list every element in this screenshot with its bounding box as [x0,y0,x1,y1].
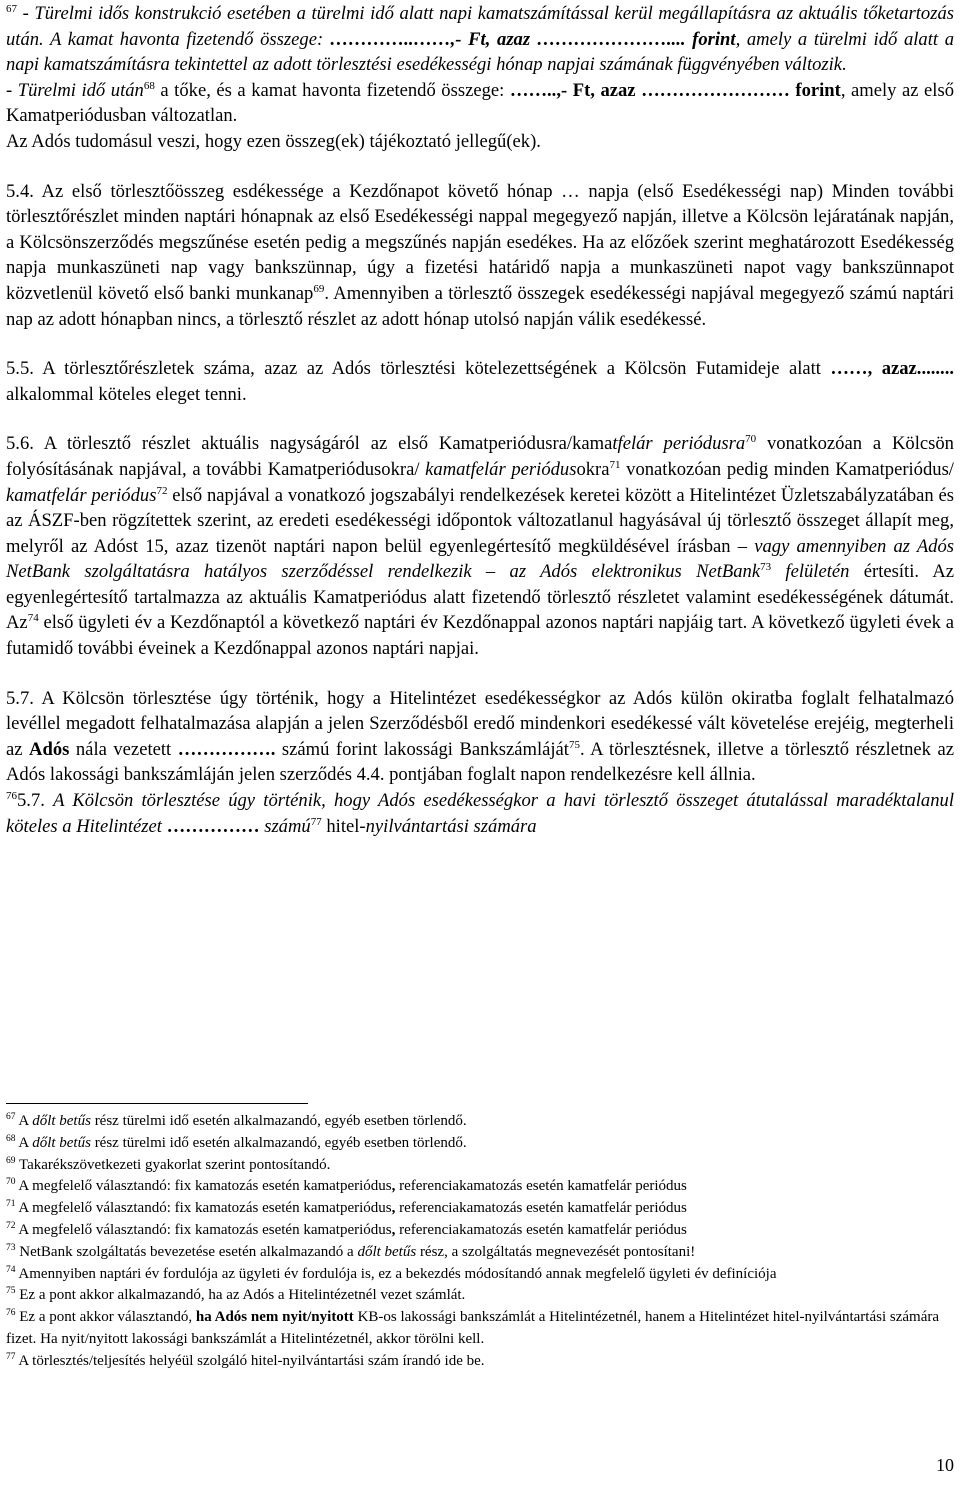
account-number-placeholder: ……………. [177,738,276,760]
section-5-7-b: $^{76}$5.7. A Kölcsön törlesztése úgy történik, hogy Adós esedékességkor a havi törlesztő összeget átutalással maradéktalanul köteles a Hitelintézet …………… számú$^{77}$ hitel-nyilvántartási számára [6,790,954,837]
footnotes [6,1111,954,1373]
footnote-ref-72: 72 [156,484,168,497]
footnote-67: $^{67}$ A dőlt betűs rész türelmi idő esetén alkalmazandó, egyéb esetben törlendő. [6,1112,467,1129]
footnote-ref-69: 69 [313,282,325,295]
footnote-ref-67: 67 [6,3,17,15]
footnote-72: $^{72}$ A megfelelő választandó: fix kamatozás esetén kamatperiódus, referenciakamatozás esetén kamatfelár periódus [6,1220,687,1238]
paragraph-grace-period-interest: $^{67}$ - Türelmi idős konstrukció esetében a türelmi idő alatt napi kamatszámítással kerül megállapításra az aktuális tőketartozás után. A kamat havonta fizetendő összege: …………..……,- Ft, azaz ………………….... forint, amely a türelmi idő alatt a napi kamatszámításra tekintettel az adott törlesztési esedékességi hónap napjai számának függvényében változik. [6,3,954,76]
footnote-ref-74: 74 [27,612,39,625]
section-5-4: 5.4. Az első törlesztőösszeg esdékessége a Kezdőnapot követő hónap … napja (első Esedékességi nap) Minden további törlesztőrészlet minden naptári hónapnak az első Esedékességi nappal megegyező napján, illetve a Kölcsön lejáratának napján, a Kölcsönszerződés megszűnése esetén pedig a megszűnés napján esedékes. Ha az előzőek szerint meghatározott Esedékesség napja munkaszüneti nap vagy bankszünnap, úgy a fizetési határidő napja a munkaszüneti napot vagy bankszünnapot közvetlenül követő első banki munkanap$^{69}$. Amennyiben a törlesztő összegek esedékességi napjával megegyező számú naptári nap az adott hónapban nincs, a törlesztő részlet az adott hónap utolsó napján válik esedékessé. [6,180,955,330]
section-5-5: 5.5. A törlesztőrészletek száma, azaz az Adós törlesztési kötelezettségének a Kölcsön Futamideje alatt ……, azaz........ alkalommal köteles eleget tenni. [6,358,954,405]
footnote-ref-68: 68 [143,79,155,92]
footnote-ref-70: 70 [745,433,757,446]
footnote-70: $^{70}$ A megfelelő választandó: fix kamatozás esetén kamatperiódus, referenciakamatozás esetén kamatfelár periódus [6,1177,687,1195]
document-page [6,0,954,839]
amount-placeholder: …………..……,- Ft, azaz ………………….... [329,28,686,50]
footnote-ref-77: 77 [310,815,322,828]
contract-body [6,0,954,839]
installment-count-placeholder: ……, azaz........ [830,358,954,380]
footnote-ref-73: 73 [760,561,772,574]
footnote-71: $^{71}$ A megfelelő választandó: fix kamatozás esetén kamatperiódus, referenciakamatozás esetén kamatfelár periódus [6,1199,687,1217]
paragraph-after-grace-period: - Türelmi idő után$^{68}$ a tőke, és a kamat havonta fizetendő összege: ……..,- Ft, azaz …………………… forint, amely az első Kamatperiódusban változatlan. [6,79,954,127]
footnote-77: $^{77}$ A törlesztés/teljesítés helyéül szolgáló hitel-nyilvántartási szám írandó ide be. [6,1351,485,1369]
footnote-76: $^{76}$ Ez a pont akkor választandó, ha Adós nem nyit/nyitott KB-os lakossági bankszámlát a Hitelintézetnél, hanem a Hitelintézet hitel-nyilvántartási számára fizet. Ha nyit/nyitott lakossági bankszámlát a Hitelintézetnél, akkor törölni kell. [6,1308,940,1347]
section-5-6: 5.6. A törlesztő részlet aktuális nagyságáról az első Kamatperiódusra/kamatfelár periódusra$^{70}$ vonatkozóan a Kölcsön folyósításának napjával, a további Kamatperiódusokra/ kamatfelár periódusokra$^{71}$ vonatkozóan pedig minden Kamatperiódus/ kamatfelár periódus$^{72}$ első napjával a vonatkozó jogszabályi rendelkezések keretei között a Hitelintézet Üzletszabályzatában és az ÁSZF-ben rögzítettek szerint, az eredeti esedékességi időpontok változatlanul hagyásával új törlesztő összeget állapít meg, melyről az Adóst 15, azaz tizenöt naptári napon belül egyenlegértesítő megküldésével írásban – vagy amennyiben az Adós NetBank szolgáltatásra hatályos szerződéssel rendelkezik – az Adós elektronikus NetBank$^{73}$ felületén értesíti. Az egyenlegértesítő tartalmazza az aktuális Kamatperiódus alatt fizetendő törlesztő részletet valamint esedékességének dátumát. Az$^{74}$ első ügyleti év a Kezdőnaptól a következő naptári év Kezdőnappal azonos naptári napjáig tart. A következő ügyleti évek a futamidő további éveinek a Kezdőnappal azonos naptári napjai. [6,433,955,660]
account-number-placeholder: …………… [166,815,260,837]
footnote-68: $^{68}$ A dőlt betűs rész türelmi idő esetén alkalmazandó, egyéb esetben törlendő. [6,1133,467,1151]
footnote-75: $^{75}$ Ez a pont akkor alkalmazandó, ha az Adós a Hitelintézetnél vezet számlát. [6,1286,466,1304]
page-number: 10 [936,1455,954,1475]
footnote-ref-71: 71 [609,458,621,471]
footnote-ref-75: 75 [568,738,580,751]
footnote-69: $^{69}$ Takarékszövetkezeti gyakorlat szerint pontosítandó. [6,1155,331,1173]
paragraph-informative-note: Az Adós tudomásul veszi, hogy ezen összeg(ek) tájékoztató jellegű(ek). [6,130,541,152]
footnote-74: $^{74}$ Amennyiben naptári év fordulója az ügyleti év fordulója is, ez a bekezdés módosítandó annak megfelelő ügyleti év definíciója [6,1264,777,1282]
amount-placeholder: ……..,- Ft, azaz …………………… [509,79,790,101]
footnote-73: $^{73}$ NetBank szolgáltatás bevezetése esetén alkalmazandó a dőlt betűs rész, a szolgáltatás megnevezését pontosítani! [6,1242,696,1260]
section-5-7-a: 5.7. A Kölcsön törlesztése úgy történik, hogy a Hitelintézet esedékességkor az Adós külön okiratba foglalt felhatalmazó levéllel megadott felhatalmazása alapján a jelen Szerződésből eredő mindenkori esedékessé vált követelése erejéig, megterheli az Adós nála vezetett ……………. számú forint lakossági Bankszámláját$^{75}$. A törlesztésnek, illetve a törlesztő részletnek az Adós lakossági bankszámláján jelen szerződés 4.4. pontjában foglalt napon rendelkezésre kell állnia. [6,687,955,786]
footnote-separator [6,1103,308,1104]
footnote-ref-76: 76 [6,790,17,803]
